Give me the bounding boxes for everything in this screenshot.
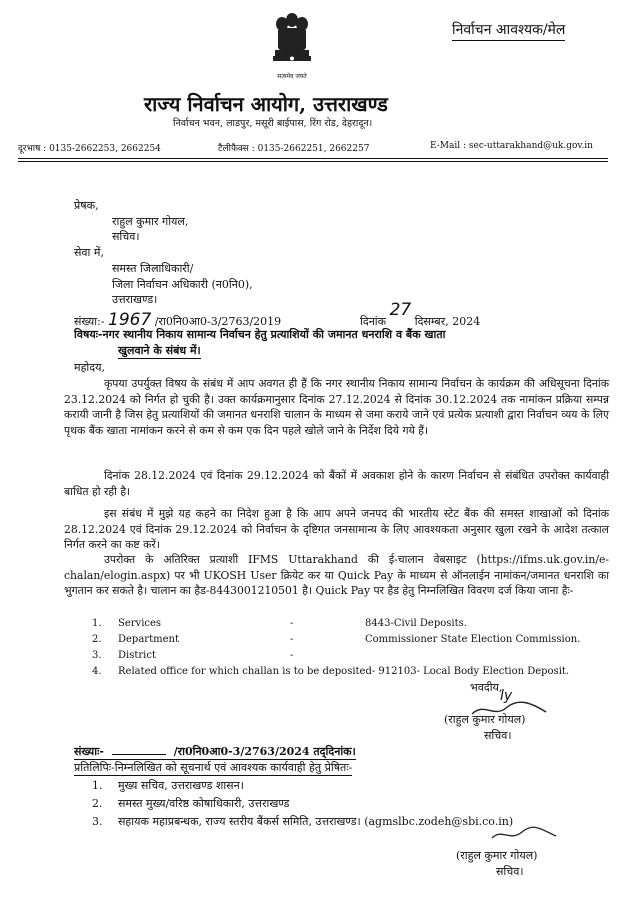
copy-reference [74,744,356,760]
detail-number: 4. [92,666,102,677]
detail-row-department [92,634,592,645]
detail-row-services [92,618,592,629]
fax-number: टैलीफैक्स : 0135-2662251, 2662257 [218,144,370,154]
detail-row-district [92,650,592,661]
recipient-line-3: उत्तराखण्ड। [112,293,158,306]
paragraph-1: कृपया उपर्युक्त विषय के संबंध में आप अवगत ही हैं कि नगर स्थानीय निकाय सामान्य निर्वाचन के कार्यक्रम की अधिसूचना दिनांक 23.12.2024 को निर्गत हो चुकी है। उक्त कार्यक्रमानुसार दिनांक 27.12.2024 से दिनांक 30.12.2024 तक नामांकन प्रक्रिया सम्पन्न करायी जानी है जिस हेतु प्रत्याशियों की जमानत धनराशि चालान के माध्यम से जमा कराये जाने एवं प्रत्येक प्रत्याशी द्वारा निर्वाचन व्यय के लिए पृथक बैंक खाता नामांकन करने से कम से कम एक दिन पहले खोले जाने के निर्देश दिये गये हैं। [64,377,609,437]
copy-item-text: मुख्य सचिव, उत्तराखण्ड शासन। [118,779,244,792]
national-emblem-icon [270,10,314,70]
sender-name: राहुल कुमार गोयल, [112,215,189,228]
organization-name: राज्य निर्वाचन आयोग, उत्तराखण्ड [144,92,388,116]
header-divider-second [18,161,608,162]
detail-label: Services [118,618,162,629]
email-address: E-Mail : sec-uttarakhand@uk.gov.in [430,141,593,151]
sender-label: प्रेषक, [74,199,99,212]
subject-line-1: विषयः-नगर स्थानीय निकाय सामान्य निर्वाचन हेतु प्रत्याशियों की जमानत धनराशि व बैंक खाता [74,328,446,341]
detail-number: 2. [92,634,102,645]
phone-number: दूरभाष : 0135-2662253, 2662254 [18,144,161,154]
copy-item-number: 2. [92,797,103,810]
reference-handwritten-number: 1967 [108,310,152,330]
emblem-motto: सत्यमेव जयते [277,73,307,80]
paragraph-4: उपरोक्त के अतिरिक्त प्रत्याशी IFMS Uttarakhand की ई-चालान वेबसाइट (https://ifms.uk.gov.in/e-chalan/elogin.aspx) पर भी UKOSH User क्रियेट कर या Quick Pay के माध्यम से ऑनलाईन नामांकन/जमानत धनराशि का भुगतान कर सकते है। चालान का हैड-8443001210501 है। Quick Pay पर हैड हेतु निम्नलिखित विवरण दर्ज किया जाना हैः- [64,553,609,597]
closing-yours: भवदीय, [470,681,503,694]
sender-designation: सचिव। [112,230,140,243]
detail-label: Department [118,634,179,645]
copy-item-text: सहायक महाप्रबन्धक, राज्य स्तरीय बैंकर्स समिति, उत्तराखण्ड। (agmslbc.zodeh@sbi.co.in) [118,815,514,828]
reference-label: संख्या:- [74,315,105,328]
detail-separator: - [290,618,294,629]
header-tag: निर्वाचन आवश्यक/मेल [452,20,565,41]
closing-signatory-name: (राहुल कुमार गोयल) [444,713,526,726]
date-month-year: दिसम्बर, 2024 [414,315,481,328]
salutation: महोदय, [74,361,105,374]
detail-value: Commissioner State Election Commission. [365,634,581,645]
detail-separator: - [290,634,294,645]
copy-signatory-name: (राहुल कुमार गोयल) [456,849,538,862]
copy-item-1 [92,778,244,793]
copy-item-number: 1. [92,779,103,792]
recipient-line-2: जिला निर्वाचन अधिकारी (न0नि0), [112,278,253,291]
copy-reference-blank [112,754,166,755]
signature-initials: ly [500,688,513,704]
subject-line-2: खुलवाने के संबंध में। [118,344,201,357]
date-label: दिनांक [360,315,387,328]
copy-item-number: 3. [92,815,103,828]
copy-signatory-designation: सचिव। [496,865,524,878]
recipient-line-1: समस्त जिलाधिकारी/ [112,262,194,275]
copy-reference-label: संख्याः- [74,745,104,758]
organization-address: निर्वाचन भवन, लाडपुर, मसूरी बाईपास, रिंग रोड, देहरादून। [173,118,373,129]
date-handwritten-day: 27 [389,300,412,320]
copy-reference-file: /रा0नि0आ0-3/2763/2024 तद्‌दिनांक। [173,745,356,758]
detail-number: 3. [92,650,102,661]
reference-file-number: /रा0नि0आ0-3/2763/2019 [154,315,282,328]
closing-designation: सचिव। [484,729,512,742]
detail-number: 1. [92,618,102,629]
paragraph-2: दिनांक 28.12.2024 एवं दिनांक 29.12.2024 को बैंकों में अवकाश होने के कारण निर्वाचन से संबंधित उपरोक्त कार्यवाही बाधित हो रही है। [64,469,609,498]
detail-separator: - [290,650,294,661]
recipient-label: सेवा में, [74,246,104,259]
detail-value: 8443-Civil Deposits. [365,618,467,629]
header-divider [18,158,608,159]
detail-label: Related office for which challan is to be deposited- 912103- Local Body Election Deposit. [118,666,570,677]
detail-row-related-office [92,666,592,677]
paragraph-3: इस संबंध में मुझे यह कहने का निदेश हुआ है कि आप अपने जनपद की भारतीय स्टेट बैंक की समस्त शाखाओं को दिनांक 28.12.2024 एवं दिनांक 29.12.2024 को निर्वाचन के दृष्टिगत जनसामान्य के लिए आवश्यकता अनुसार खुला रखने के आदेश तत्काल निर्गत करने का कष्ट करें। [64,507,609,551]
copy-item-2 [92,796,289,811]
copy-item-3 [92,814,513,829]
detail-label: District [118,650,156,661]
copy-signature-scribble-icon [490,826,560,844]
copy-item-text: समस्त मुख्य/वरिष्ठ कोषाधिकारी, उत्तराखण्ड [118,797,290,810]
copy-intro: प्रतिलिपिः-निम्नलिखित को सूचनार्थ एवं आवश्यक कार्यवाही हेतु प्रेषितः- [74,761,353,774]
